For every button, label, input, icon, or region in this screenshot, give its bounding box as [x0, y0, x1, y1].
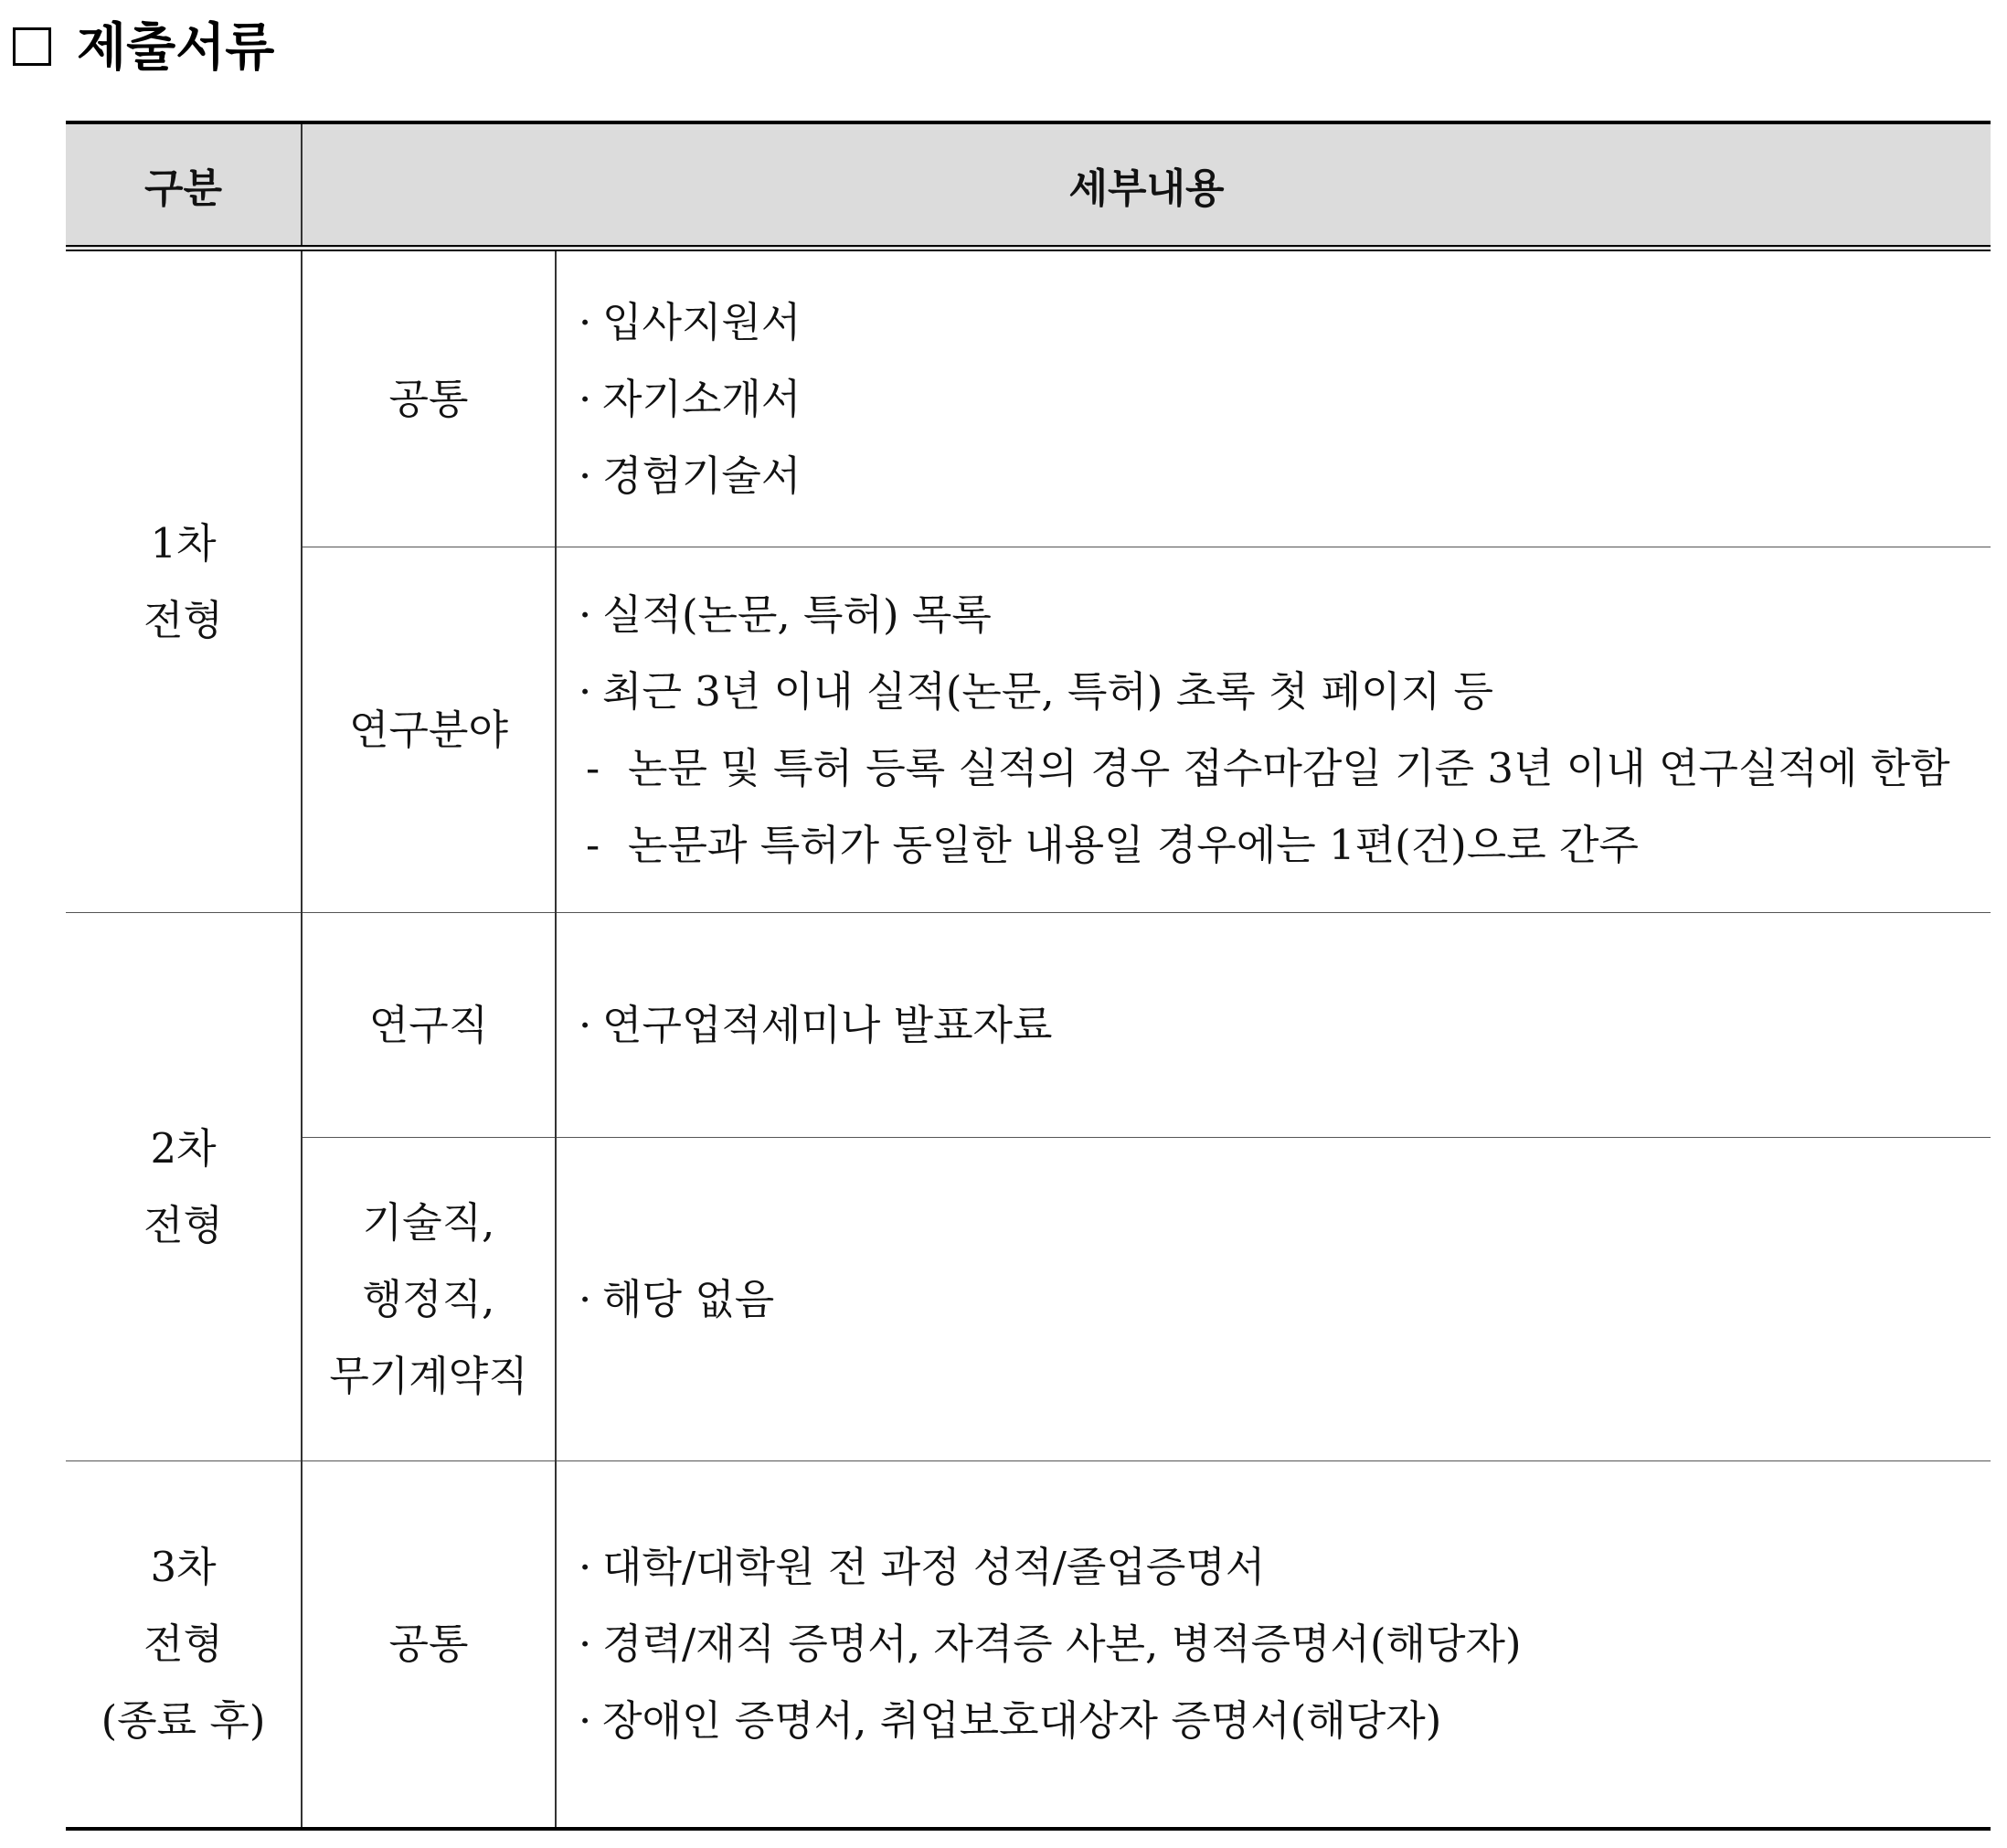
list-item: · 입사지원서 [579, 297, 802, 346]
stage-cell-1 [66, 249, 302, 913]
stage-label: 2차 [150, 1123, 217, 1173]
list-item: · 대학/대학원 전 과정 성적/졸업증명서 [579, 1542, 1266, 1591]
checkbox-square-icon [13, 27, 51, 66]
list-item: · 경험기술서 [579, 451, 802, 500]
type-cell: 연구분야 [302, 547, 556, 913]
table-row [66, 1461, 1991, 1829]
details-cell [556, 249, 1991, 547]
header-category: 구분 [66, 122, 302, 249]
section-title [13, 5, 274, 82]
stage-label: 전형 [143, 595, 223, 644]
stage-cell-3 [66, 1461, 302, 1829]
stage-label: 1차 [150, 518, 217, 568]
list-item: · 실적(논문, 특허) 목록 [579, 589, 992, 639]
type-cell: 연구직 [302, 913, 556, 1138]
type-cell: 공통 [302, 249, 556, 547]
table-row [66, 913, 1991, 1138]
header-details: 세부내용 [302, 122, 1991, 249]
table-header-row [66, 122, 1991, 249]
list-subitem: - 논문 및 특허 등록 실적의 경우 접수마감일 기준 3년 이내 연구실적에 한함 [586, 743, 1950, 792]
stage-label: 전형 [143, 1200, 223, 1249]
details-cell [556, 1138, 1991, 1461]
details-cell [556, 913, 1991, 1138]
list-item: · 장애인 증명서, 취업보호대상자 증명서(해당자) [579, 1695, 1442, 1745]
documents-table [66, 121, 1991, 1831]
table-row [66, 249, 1991, 547]
type-label: 행정직, [362, 1274, 495, 1323]
type-label: 기술직, [362, 1197, 495, 1247]
details-cell [556, 1461, 1991, 1829]
list-item: · 최근 3년 이내 실적(논문, 특허) 초록 첫 페이지 등 [579, 666, 1493, 716]
stage-label: (종료 후) [101, 1695, 266, 1745]
details-cell [556, 547, 1991, 913]
list-item: · 연구업적세미나 발표자료 [579, 1000, 1053, 1049]
stage-label: 3차 [150, 1542, 217, 1591]
list-subitem: - 논문과 특허가 동일한 내용일 경우에는 1편(건)으로 간주 [586, 820, 1639, 869]
list-item: · 경력/재직 증명서, 자격증 사본, 병적증명서(해당자) [579, 1619, 1522, 1668]
type-cell: 공통 [302, 1461, 556, 1829]
list-item: · 해당 없음 [579, 1274, 775, 1323]
type-label: 무기계약직 [329, 1351, 528, 1400]
table-row [66, 1138, 1991, 1461]
type-cell [302, 1138, 556, 1461]
stage-label: 전형 [143, 1619, 223, 1668]
section-title-text: 제출서류 [77, 18, 275, 78]
list-item: · 자기소개서 [579, 374, 802, 423]
stage-cell-2 [66, 913, 302, 1461]
table-row [66, 547, 1991, 913]
